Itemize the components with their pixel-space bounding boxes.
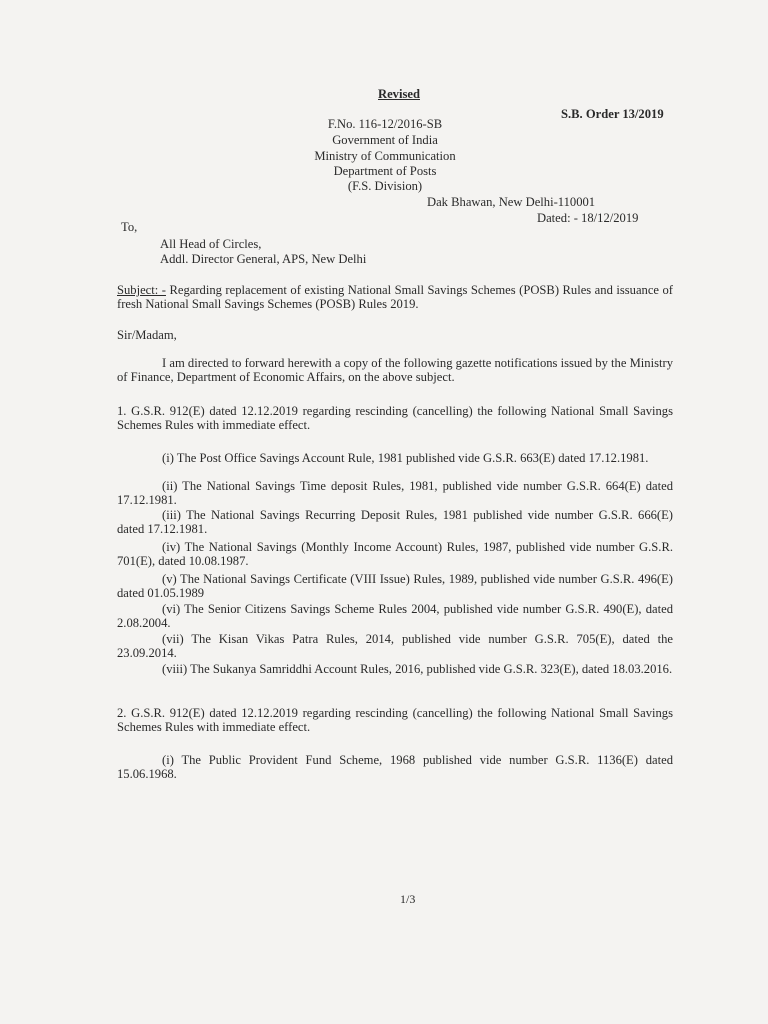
subject-text: Regarding replacement of existing National Small Savings Schemes (POSB) Rules and issuance of fresh National Small Savings Schemes (POSB) Rules 2019. (117, 283, 674, 311)
order-number: S.B. Order 13/2019 (561, 107, 664, 121)
recipient-line-1: All Head of Circles, (160, 237, 262, 251)
ministry-name: Ministry of Communication (314, 149, 456, 163)
salutation: Sir/Madam, (117, 328, 177, 342)
subject-paragraph (117, 283, 673, 311)
intro-paragraph: I am directed to forward herewith a copy of the following gazette notifications issued by the Ministry of Finance, Department of Economic Affairs, on the above subject. (117, 356, 673, 384)
file-number: F.No. 116-12/2016-SB (327, 117, 443, 131)
section-1-item-3: (iii) The National Savings Recurring Deposit Rules, 1981 published vide number G.S.R. 666(E) dated 17.12.1981. (117, 508, 673, 536)
section-1-item-5: (v) The National Savings Certificate (VIII Issue) Rules, 1989, published vide number G.S.R. 496(E) dated 01.05.1989 (117, 572, 673, 600)
government-name: Government of India (332, 133, 438, 147)
division-name: (F.S. Division) (347, 179, 423, 193)
recipient-line-2: Addl. Director General, APS, New Delhi (160, 252, 367, 266)
section-1-item-4: (iv) The National Savings (Monthly Income Account) Rules, 1987, published vide number G.S.R. 701(E), dated 10.08.1987. (117, 540, 673, 568)
to-label: To, (121, 220, 138, 234)
page-number: 1/3 (400, 892, 416, 906)
section-1-item-8: (viii) The Sukanya Samriddhi Account Rules, 2016, published vide G.S.R. 323(E), dated 18.03.2016. (162, 662, 673, 676)
section-1-item-7: (vii) The Kisan Vikas Patra Rules, 2014, published vide number G.S.R. 705(E), dated the 23.09.2014. (117, 632, 673, 660)
revised-label: Revised (378, 87, 420, 101)
section-2-item-1: (i) The Public Provident Fund Scheme, 1968 published vide number G.S.R. 1136(E) dated 15.06.1968. (117, 753, 673, 781)
section-1-item-6: (vi) The Senior Citizens Savings Scheme Rules 2004, published vide number G.S.R. 490(E), dated 2.08.2004. (117, 602, 673, 630)
office-address: Dak Bhawan, New Delhi-110001 (427, 195, 596, 209)
section-1-heading: 1. G.S.R. 912(E) dated 12.12.2019 regarding rescinding (cancelling) the following National Small Savings Schemes Rules with immediate effect. (117, 404, 673, 432)
section-1-item-2: (ii) The National Savings Time deposit Rules, 1981, published vide number G.S.R. 664(E) dated 17.12.1981. (117, 479, 673, 507)
issue-date: Dated: - 18/12/2019 (537, 211, 639, 225)
subject-label: Subject: - (117, 283, 166, 297)
section-2-heading: 2. G.S.R. 912(E) dated 12.12.2019 regarding rescinding (cancelling) the following National Small Savings Schemes Rules with immediate effect. (117, 706, 673, 734)
section-1-item-1: (i) The Post Office Savings Account Rule, 1981 published vide G.S.R. 663(E) dated 17.12.1981. (162, 451, 649, 465)
department-name: Department of Posts (333, 164, 437, 178)
